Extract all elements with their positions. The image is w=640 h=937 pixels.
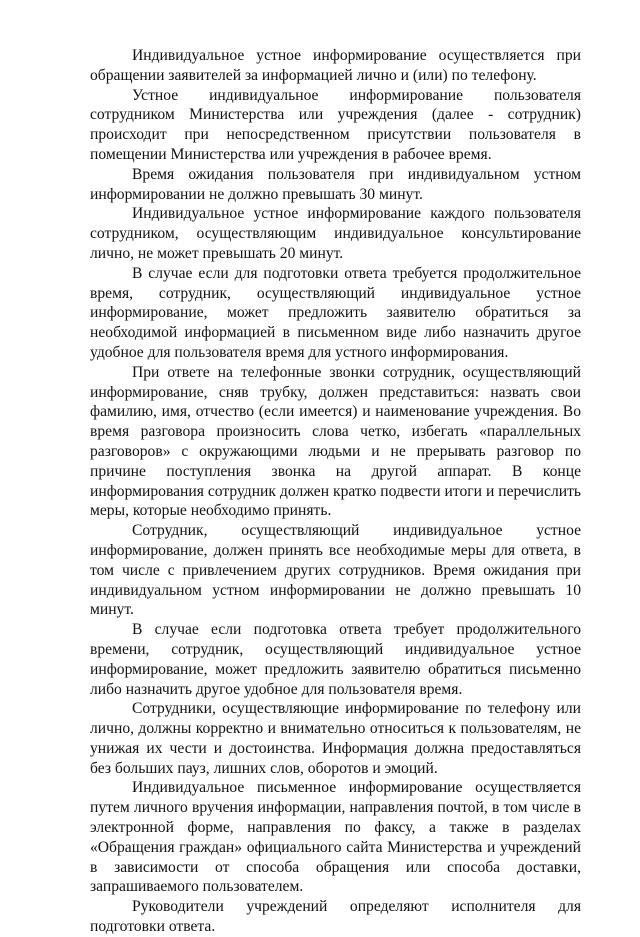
paragraph-10: Индивидуальное письменное информирование осуществляется путем личного вручения информации, направления почтой, в том числе в электронной форме, направления по факсу, а также в разделах «Обращения граждан» официального сайта Министерства и учреждений в зависимости от способа обращения или способа доставки, запрашиваемого пользователем. <box>90 779 581 896</box>
paragraph-8: В случае если подготовка ответа требует продолжительного времени, сотрудник, осуществляющий индивидуальное устное информирование, может предложить заявителю обратиться письменно либо назначить другое удобное для пользователя время. <box>90 621 581 698</box>
paragraph-1: Индивидуальное устное информирование осуществляется при обращении заявителей за информацией лично и (или) по телефону. <box>90 47 581 84</box>
paragraph-5: В случае если для подготовки ответа требуется продолжительное время, сотрудник, осуществляющий индивидуальное устное информирование, может предложить заявителю обратиться за необходимой информацией в письменном виде либо назначить другое удобное для пользователя время для устного информирования. <box>90 264 581 361</box>
paragraph-9: Сотрудники, осуществляющие информирование по телефону или лично, должны корректно и внимательно относиться к пользователям, не унижая их чести и достоинства. Информация должна предоставляться без больших пауз, лишних слов, оборотов и эмоций. <box>90 700 581 777</box>
paragraph-11: Руководители учреждений определяют исполнителя для подготовки ответа. <box>90 898 581 936</box>
paragraph-2: Устное индивидуальное информирование пользователя сотрудником Министерства или учреждения (далее - сотрудник) происходит при непосредственном присутствии пользователя в помещении Министерства или учреждения в рабочее время. <box>90 86 581 163</box>
paragraph-3: Время ожидания пользователя при индивидуальном устном информировании не должно превышать 30 минут. <box>90 165 581 203</box>
paragraph-7: Сотрудник, осуществляющий индивидуальное устное информирование, должен принять все необходимые меры для ответа, в том числе с привлечением других сотрудников. Время ожидания при индивидуальном устном информировании не должно превышать 10 минут. <box>90 522 581 619</box>
document-body <box>90 46 581 937</box>
paragraph-6: При ответе на телефонные звонки сотрудник, осуществляющий информирование, сняв трубку, должен представиться: назвать свои фамилию, имя, отчество (если имеется) и наименование учреждения. Во время разговора произносить слова четко, избегать «параллельных разговоров» с окружающими людьми и не прерывать разговор по причине поступления звонка на другой аппарат. В конце информирования сотрудник должен кратко подвести итоги и перечислить меры, которые необходимо принять. <box>90 363 581 520</box>
paragraph-4: Индивидуальное устное информирование каждого пользователя сотрудником, осуществляющим индивидуальное консультирование лично, не может превышать 20 минут. <box>90 205 581 262</box>
